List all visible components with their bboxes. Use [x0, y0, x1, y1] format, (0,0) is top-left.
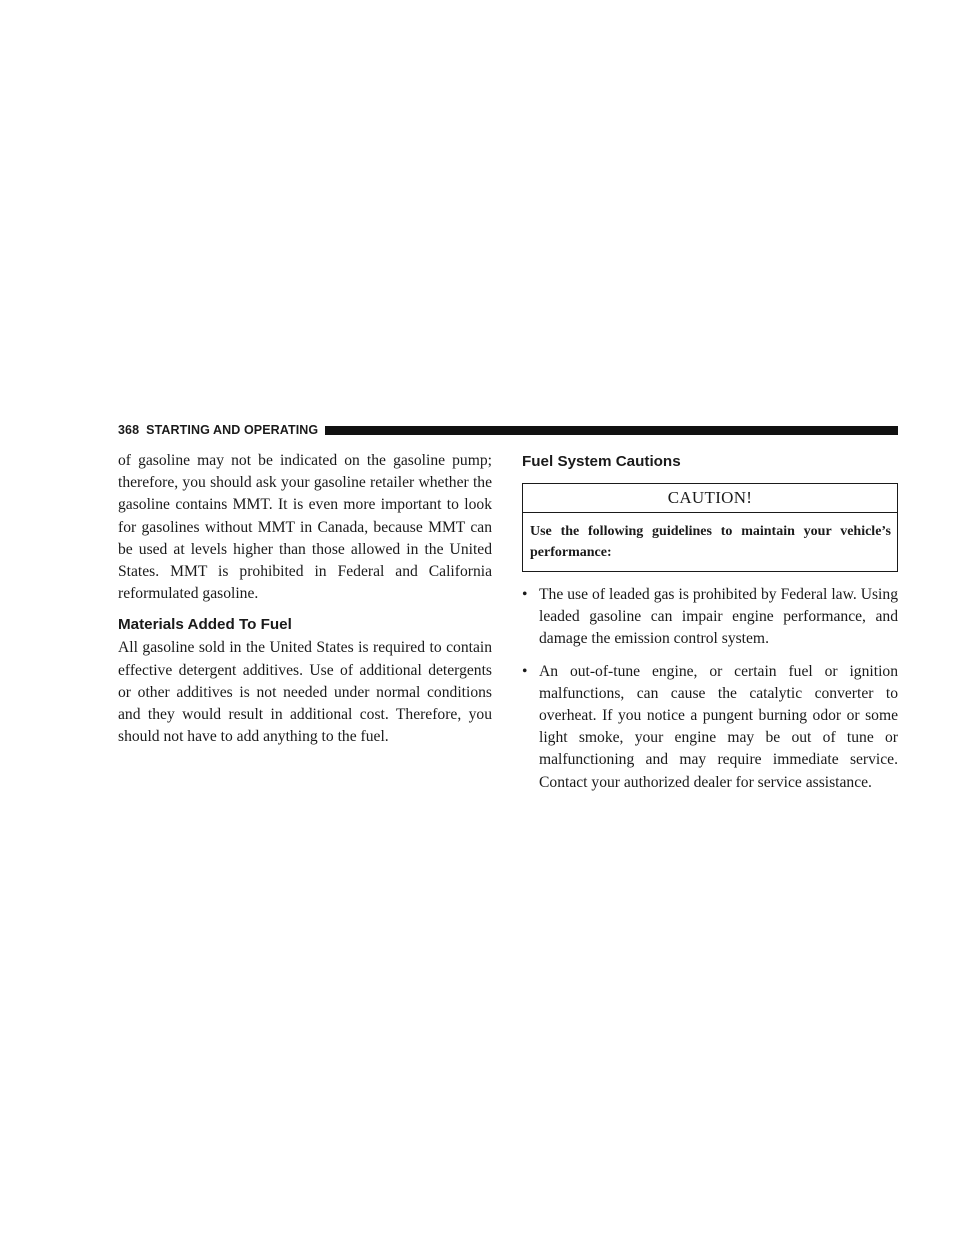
left-column [118, 450, 492, 748]
caution-box [522, 483, 898, 572]
caution-body: Use the following guidelines to maintain your vehicle’s performance: [530, 524, 891, 560]
intro-paragraph: of gasoline may not be indicated on the gasoline pump; therefore, you should ask your gasoline retailer whether the gasoline contains MMT. It is even more important to look for gasolines without MMT in Canada, because MMT can be used at levels higher than those allowed in the United States. MMT is prohibited in Federal and California reformulated gasoline. [118, 452, 492, 603]
materials-heading: Materials Added To Fuel [118, 616, 292, 634]
header-rule [325, 426, 898, 435]
bullet-icon: • [522, 662, 528, 680]
caution-bullet-list [522, 584, 898, 794]
bullet-icon: • [522, 586, 528, 603]
list-item [522, 661, 898, 794]
bullet-text: The use of leaded gas is prohibited by Federal law. Using leaded gasoline can impair engine performance, and damage the emission control system. [539, 586, 898, 648]
section-title: STARTING AND OPERATING [146, 423, 319, 437]
list-item [522, 584, 898, 651]
page-header [118, 422, 898, 438]
materials-paragraph: All gasoline sold in the United States is required to contain effective detergent additives. Use of additional detergents or other additives is not needed under normal conditions and they would result in additional cost. Therefore, you should not have to add anything to the fuel. [118, 639, 492, 746]
bullet-text: An out-of-tune engine, or certain fuel or ignition malfunctions, can cause the catalytic converter to overheat. If you notice a pungent burning odor or some light smoke, your engine may be out of tune or malfunctioning and may require immediate service. Contact your authorized dealer for service assistance. [539, 662, 898, 791]
right-column [522, 450, 898, 804]
fuel-system-cautions-heading: Fuel System Cautions [522, 453, 681, 470]
caution-title: CAUTION! [523, 484, 897, 513]
page-number: 368 [118, 423, 140, 437]
